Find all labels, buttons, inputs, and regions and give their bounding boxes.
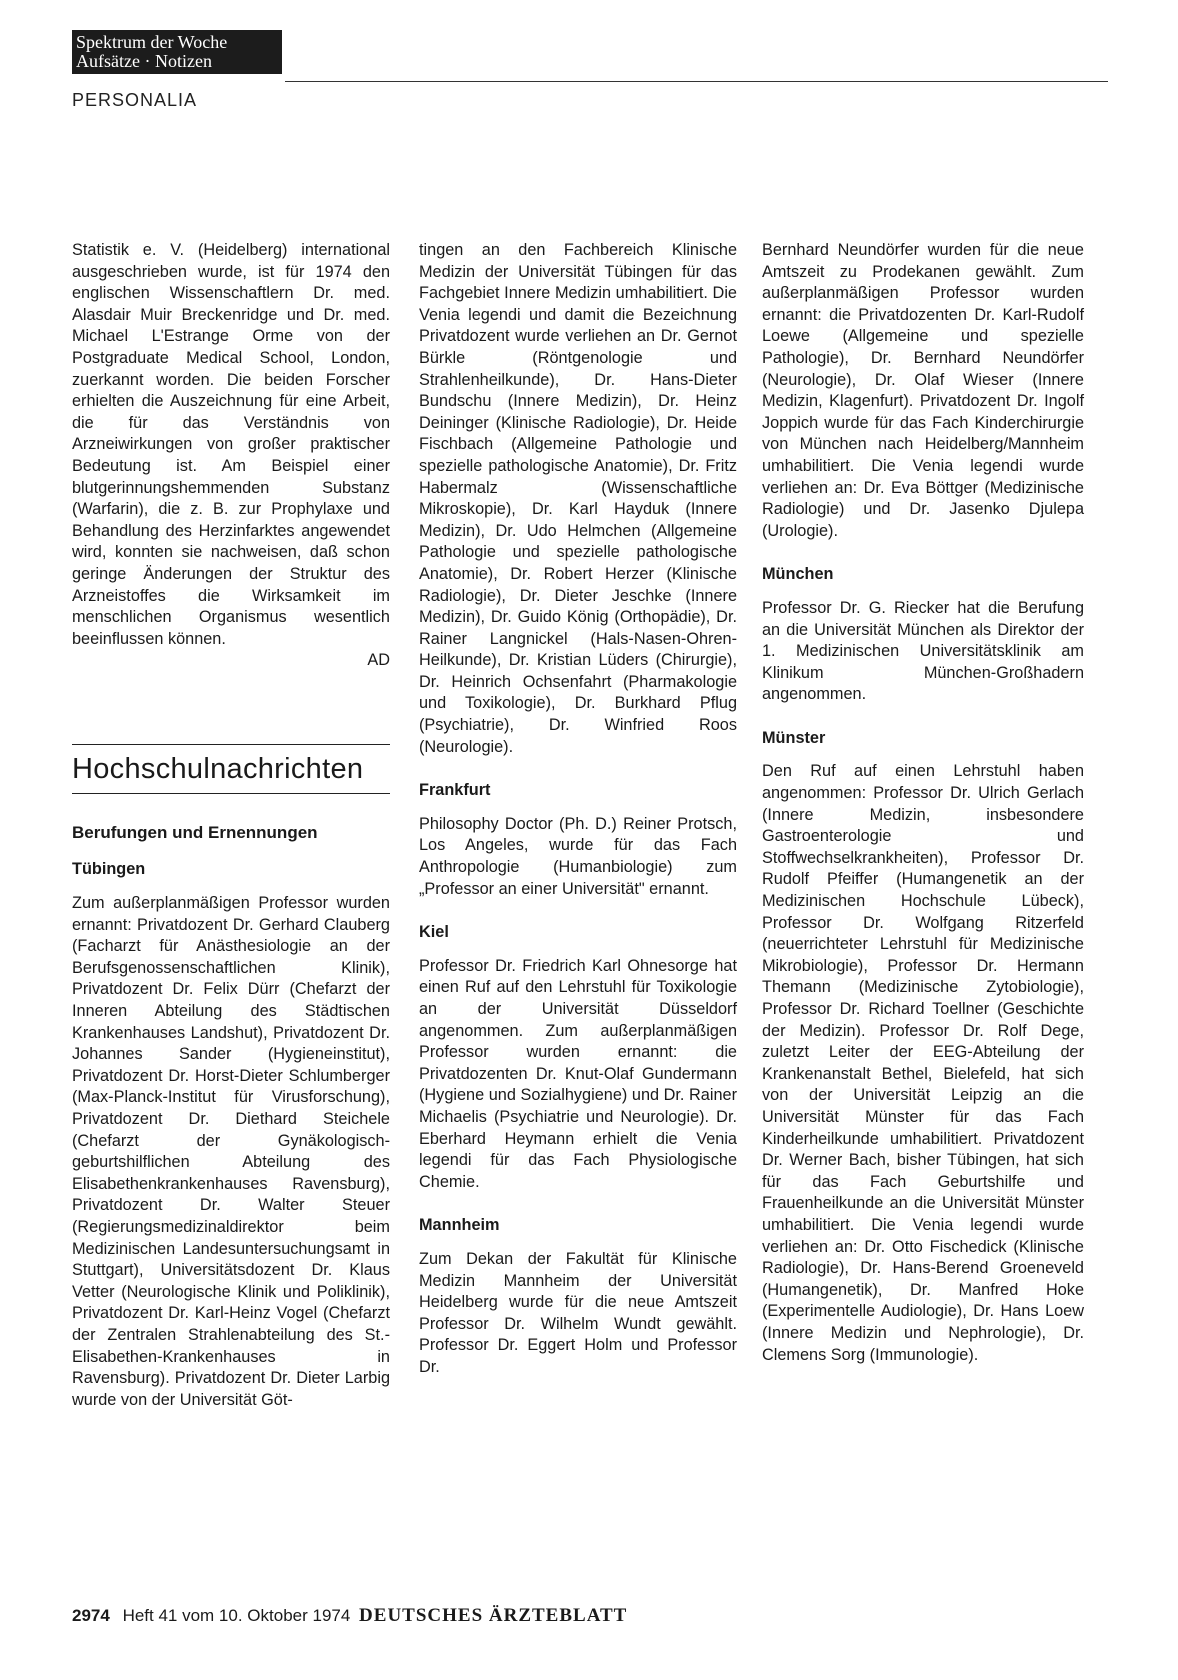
column-1 — [72, 240, 390, 1411]
mannheim-continued-paragraph: Bernhard Neundörfer wurden für die neue Amtszeit zu Prodekanen gewählt. Zum außerplanmäßigen Professor wurden ernannt: die Privatdozenten Dr. Karl-Rudolf Loewe (Allgemeine und spezielle Pathologie), Dr. Bernhard Neundörfer (Neurologie), Dr. Olaf Wieser (Innere Medizin, Klagenfurt). Privatdozent Dr. Ingolf Joppich wurde für das Fach Kinderchirurgie von München nach Heidelberg/Mannheim umhabilitiert. Die Venia legendi wurde verliehen an: Dr. Eva Böttger (Medizinische Radiologie) und Dr. Jasenko Djulepa (Urologie). — [762, 241, 1084, 540]
author-signature: AD — [367, 651, 390, 670]
city-heading-frankfurt: Frankfurt — [419, 781, 491, 800]
intro-text: Statistik e. V. (Heidelberg) international ausgeschrieben wurde, ist für 1974 den englischen Wissenschaftlern Dr. med. Alasdair Muir Breckenridge und Dr. med. Michael L'Estrange Orme von der Postgraduate Medical School, London, zuerkannt worden. Die beiden Forscher erhielten die Auszeichnung für eine Arbeit, die für das Verständnis von Arzneiwirkungen von großer praktischer Bedeutung ist. Am Beispiel einer blutgerinnungshemmenden Substanz (Warfarin), die z. B. zur Prophylaxe und Behandlung des Herzinfarktes angewendet wird, konnten sie nachweisen, daß schon geringe Änderungen der Struktur des Arzneistoffes die Wirksamkeit im menschlichen Organismus wesentlich beeinflussen können. — [72, 241, 390, 648]
section-label: PERSONALIA — [72, 90, 198, 110]
frankfurt-paragraph: Philosophy Doctor (Ph. D.) Reiner Protsch, Los Angeles, wurde für das Fach Anthropologie (Humanbiologie) zum „Professor an einer Universität" ernannt. — [419, 814, 737, 898]
section-rule-bottom — [72, 793, 390, 794]
column-2 — [419, 240, 737, 1379]
city-heading-tuebingen: Tübingen — [72, 860, 146, 879]
mannheim-paragraph: Zum Dekan der Fakultät für Klinische Medizin Mannheim der Universität Heidelberg wurde für die neue Amtszeit Professor Dr. Wilhelm Wundt gewählt. Professor Dr. Eggert Holm und Professor Dr. — [419, 1249, 737, 1376]
city-heading-mannheim: Mannheim — [419, 1216, 500, 1235]
section-box-line1: Spektrum der Woche — [76, 32, 228, 52]
tuebingen-paragraph: Zum außerplanmäßigen Professor wurden ernannt: Privatdozent Dr. Gerhard Clauberg (Facharzt für Anästhesiologie an der Berufsgenossenschaftlichen Klinik), Privatdozent Dr. Felix Dürr (Chefarzt der Inneren Abteilung des Städtischen Krankenhauses Landshut), Privatdozent Dr. Johannes Sander (Hygieneinstitut), Privatdozent Dr. Horst-Dieter Schlumberger (Max-Planck-Institut für Virusforschung), Privatdozent Dr. Diethard Steichele (Chefarzt der Gynäkologisch-geburtshilflichen Abteilung des Elisabethenkrankenhauses Ravensburg), Privatdozent Dr. Walter Steuer (Regierungsmedizinaldirektor beim Medizinischen Landesuntersuchungsamt in Stuttgart), Universitätsdozent Dr. Klaus Vetter (Neurologische Klinik und Poliklinik), Privatdozent Dr. Karl-Heinz Vogel (Chefarzt der Zentralen Strahlenabteilung des St.-Elisabethen-Krankenhauses in Ravensburg). Privatdozent Dr. Dieter Larbig wurde von der Universität Göt- — [72, 894, 390, 1409]
page-footer — [72, 1605, 627, 1627]
column-3 — [762, 240, 1084, 1366]
intro-paragraph — [72, 240, 390, 672]
page-number: 2974 — [72, 1606, 110, 1625]
city-heading-muenster: Münster — [762, 728, 826, 747]
section-box-line2: Aufsätze · Notizen — [76, 51, 212, 71]
header-rule — [285, 81, 1108, 82]
tuebingen-continued-paragraph: tingen an den Fachbereich Klinische Medizin der Universität Tübingen für das Fachgebiet Innere Medizin umhabilitiert. Die Venia legendi und damit die Bezeichnung Privatdozent wurde verliehen an Dr. Gernot Bürkle (Röntgenologie und Strahlenheilkunde), Dr. Hans-Dieter Bundschu (Innere Medizin), Dr. Heinz Deininger (Klinische Radiologie), Dr. Heide Fischbach (Allgemeine Pathologie und spezielle pathologische Anatomie), Dr. Fritz Habermalz (Wissenschaftliche Mikroskopie), Dr. Karl Hayduk (Innere Medizin), Dr. Udo Helmchen (Allgemeine Pathologie und spezielle pathologische Anatomie), Dr. Robert Herzer (Klinische Radiologie), Dr. Dieter Jeschke (Innere Medizin), Dr. Guido König (Orthopädie), Dr. Rainer Langnickel (Hals-Nasen-Ohren-Heilkunde), Dr. Kristian Lüders (Chirurgie), Dr. Heinrich Ochsenfahrt (Pharmakologie und Toxikologie), Dr. Burkhard Pflug (Psychiatrie), Dr. Winfried Roos (Neurologie). — [419, 241, 737, 756]
issue-info: Heft 41 vom 10. Oktober 1974 — [122, 1606, 351, 1625]
subheading: Berufungen und Ernennungen — [72, 822, 318, 842]
muenchen-paragraph: Professor Dr. G. Riecker hat die Berufung an die Universität München als Direktor der 1. Medizinischen Universitätsklinik am Klinikum München-Großhadern angenommen. — [762, 598, 1084, 704]
muenster-paragraph: Den Ruf auf einen Lehrstuhl haben angenommen: Professor Dr. Ulrich Gerlach (Innere Medizin, insbesondere Gastroenterologie und Stoffwechselkrankheiten), Professor Dr. Rudolf Pfeiffer (Humangenetik an der Medizinischen Hochschule Lübeck), Professor Dr. Wolfgang Ritzerfeld (neuerrichteter Lehrstuhl für Medizinische Mikrobiologie), Professor Dr. Hermann Themann (Medizinische Zytobiologie), Professor Dr. Richard Toellner (Geschichte der Medizin). Professor Dr. Rolf Dege, zuletzt Leiter der EEG-Abteilung der Krankenanstalt Bethel, Bielefeld, hat sich von der Universität Leipzig an die Universität Münster für das Fach Kinderheilkunde umhabilitiert. Privatdozent Dr. Werner Bach, bisher Tübingen, hat sich für das Fach Geburtshilfe und Frauenheilkunde an die Universität Münster umhabilitiert. Die Venia legendi wurde verliehen an: Dr. Otto Fischedick (Klinische Radiologie), Dr. Hans-Berend Groeneveld (Humangenetik), Dr. Manfred Hoke (Experimentelle Audiologie), Dr. Hans Loew (Innere Medizin und Nephrologie), Dr. Clemens Sorg (Immunologie). — [762, 762, 1084, 1364]
magazine-section-box — [72, 30, 282, 74]
kiel-paragraph: Professor Dr. Friedrich Karl Ohnesorge hat einen Ruf auf den Lehrstuhl für Toxikologie an der Universität Düsseldorf angenommen. Zum außerplanmäßigen Professor wurden ernannt: die Privatdozenten Dr. Knut-Olaf Gundermann (Hygiene und Sozialhygiene) und Dr. Rainer Michaelis (Psychiatrie und Neurologie). Dr. Eberhard Heymann erhielt die Venia legendi für das Fach Physiologische Chemie. — [419, 956, 737, 1191]
section-title: Hochschulnachrichten — [72, 752, 364, 785]
journal-name: DEUTSCHES ÄRZTEBLATT — [359, 1605, 628, 1626]
city-heading-muenchen: München — [762, 565, 834, 584]
section-rule-top — [72, 744, 390, 745]
city-heading-kiel: Kiel — [419, 923, 449, 942]
